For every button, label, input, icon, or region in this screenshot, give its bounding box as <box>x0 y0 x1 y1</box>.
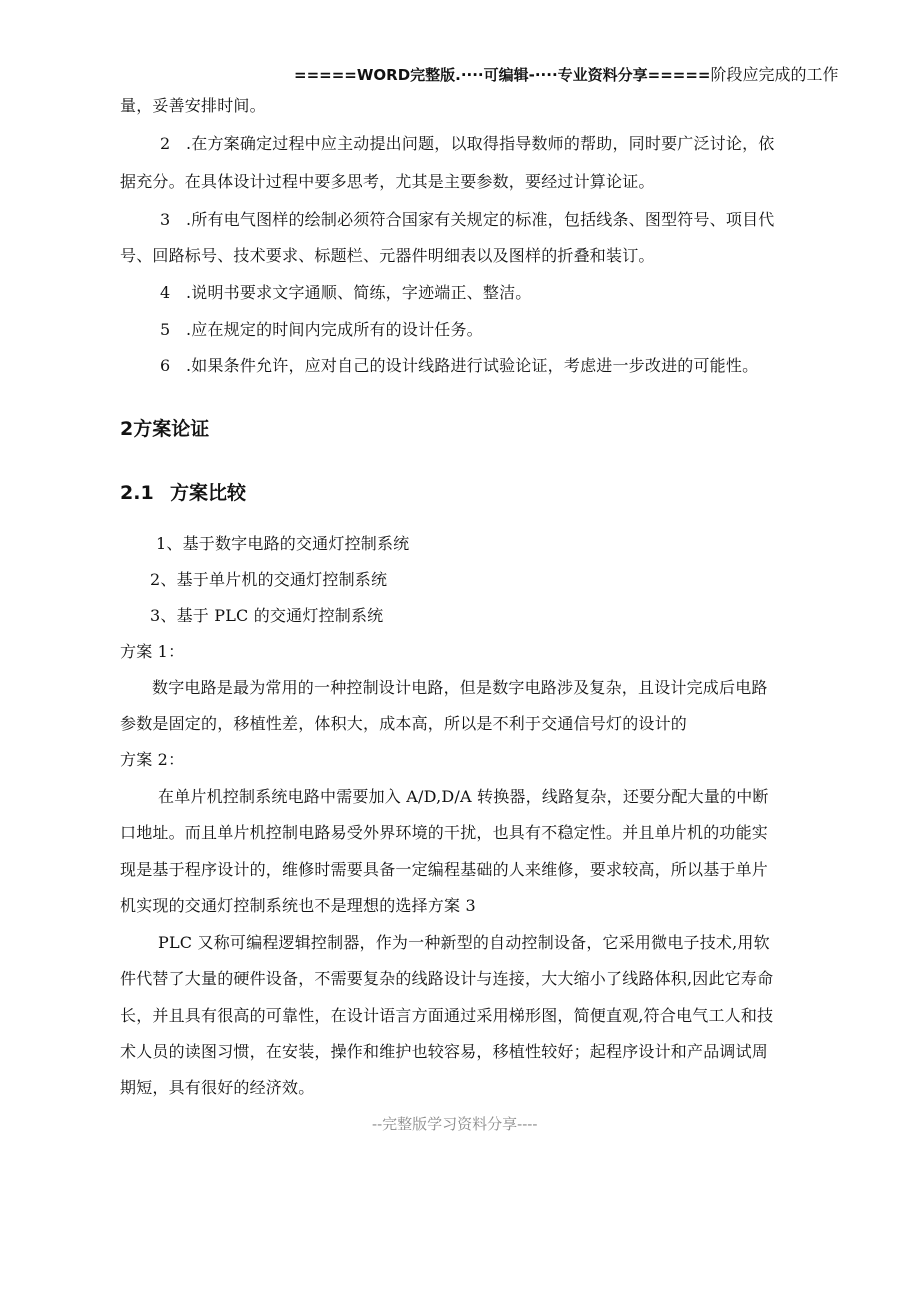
section-2-1-number: 2.1 <box>120 482 154 504</box>
scheme-3-line4: 术人员的读图习惯，在安装，操作和维护也较容易，移植性较好；起程序设计和产品调试周 <box>120 1042 769 1061</box>
scheme-3-line2: 件代替了大量的硬件设备，不需要复杂的线路设计与连接，大大缩小了线路体积,因此它寿命 <box>120 969 774 988</box>
requirement-2-text: .在方案确定过程中应主动提出问题，以取得指导数师的帮助，同时要广泛讨论，依 <box>186 134 775 153</box>
requirement-2-line1 <box>160 134 775 154</box>
requirement-6-text: .如果条件允许，应对自己的设计线路进行试验论证，考虑进一步改进的可能性。 <box>186 356 759 375</box>
requirement-3-text: .所有电气图样的绘制必须符合国家有关规定的标准，包括线条、图型符号、项目代 <box>186 210 775 229</box>
scheme-3-line5: 期短，具有很好的经济效。 <box>120 1078 315 1097</box>
requirement-4 <box>160 283 532 303</box>
requirement-3-line1 <box>160 210 775 230</box>
requirement-5-text: .应在规定的时间内完成所有的设计任务。 <box>186 320 483 339</box>
scheme-1-label: 方案 1： <box>120 642 185 661</box>
scheme-1-line1: 数字电路是最为常用的一种控制设计电路，但是数字电路涉及复杂，且设计完成后电路 <box>152 678 768 697</box>
requirement-4-num: 4 <box>160 283 171 302</box>
requirement-4-text: .说明书要求文字通顺、简练，字迹端正、整洁。 <box>186 283 532 302</box>
section-2-1-title: 方案比较 <box>170 482 247 504</box>
scheme-2-label: 方案 2： <box>120 750 185 769</box>
option-1: 1、基于数字电路的交通灯控制系统 <box>156 534 410 553</box>
requirement-5 <box>160 320 483 340</box>
requirement-2-num: 2 <box>160 134 171 153</box>
section-2-heading: 2方案论证 <box>120 418 210 440</box>
requirement-3-line2: 号、回路标号、技术要求、标题栏、元器件明细表以及图样的折叠和装订。 <box>120 246 655 265</box>
requirement-3-num: 3 <box>160 210 171 229</box>
requirement-5-num: 5 <box>160 320 171 339</box>
section-2-1-heading <box>120 478 246 505</box>
header-continuation: 阶段应完成的工作 <box>710 65 839 84</box>
requirement-2-line2: 据充分。在具体设计过程中要多思考，尤其是主要参数，要经过计算论证。 <box>120 172 655 191</box>
scheme-2-line4: 机实现的交通灯控制系统也不是理想的选择方案 3 <box>120 896 476 915</box>
scheme-2-line2: 口地址。而且单片机控制电路易受外界环境的干扰，也具有不稳定性。并且单片机的功能实 <box>120 823 769 842</box>
intro-tail: 量，妥善安排时间。 <box>120 96 266 115</box>
scheme-1-line2: 参数是固定的，移植性差，体积大，成本高，所以是不利于交通信号灯的设计的 <box>120 714 688 733</box>
footer-watermark: --完整版学习资料分享---- <box>372 1115 538 1133</box>
scheme-2-line3: 现是基于程序设计的，维修时需要具备一定编程基础的人来维修，要求较高，所以基于单片 <box>120 860 769 879</box>
requirement-6 <box>160 356 758 376</box>
option-3: 3、基于 PLC 的交通灯控制系统 <box>150 606 384 625</box>
header-watermark-line <box>294 62 839 85</box>
option-2: 2、基于单片机的交通灯控制系统 <box>150 570 388 589</box>
scheme-2-line1: 在单片机控制系统电路中需要加入 A/D,D/A 转换器，线路复杂，还要分配大量的中断 <box>158 787 769 806</box>
scheme-3-line3: 长，并且具有很高的可靠性，在设计语言方面通过采用梯形图，简便直观,符合电气工人和技 <box>120 1006 774 1025</box>
header-watermark: =====WORD完整版.····可编辑-····专业资料分享===== <box>294 66 711 84</box>
scheme-3-line1: PLC 又称可编程逻辑控制器，作为一种新型的自动控制设备，它采用微电子技术,用软 <box>158 933 770 952</box>
requirement-6-num: 6 <box>160 356 171 375</box>
